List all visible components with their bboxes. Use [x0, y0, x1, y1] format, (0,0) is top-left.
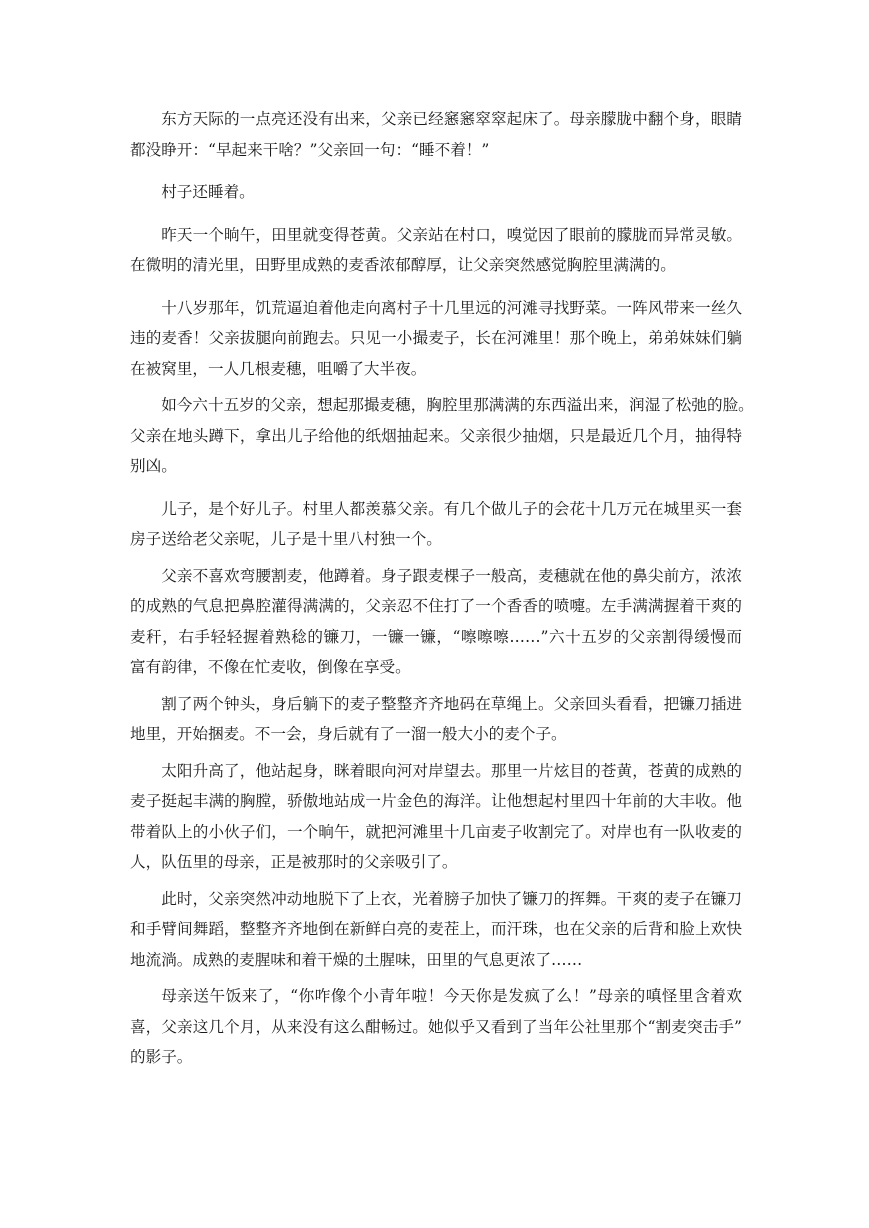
paragraph-1 [130, 104, 742, 165]
text-line: 麦秆，右手轻轻握着熟稔的镰刀，一镰一镰，“嚓嚓嚓……”六十五岁的父亲割得缓慢而 [130, 627, 742, 646]
text-line: 此时，父亲突然冲动地脱下了上衣，光着膀子加快了镰刀的挥舞。干爽的麦子在镰刀 [161, 889, 742, 908]
text-line: 带着队上的小伙子们，一个晌午，就把河滩里十几亩麦子收割完了。对岸也有一队收麦的 [130, 822, 742, 841]
text-line: 父亲在地头蹲下，拿出儿子给他的纸烟抽起来。父亲很少抽烟，只是最近几个月，抽得特 [130, 426, 742, 445]
paragraph-9 [130, 756, 742, 878]
story-text [130, 104, 754, 1073]
paragraph-2 [130, 177, 742, 208]
paragraph-5 [130, 390, 754, 482]
paragraph-6 [130, 494, 742, 555]
paragraph-7 [130, 561, 742, 683]
text-line: 喜，父亲这几个月，从来没有这么酣畅过。她似乎又看到了当年公社里那个“割麦突击手” [130, 1017, 742, 1036]
text-line: 母亲送午饭来了，“你咋像个小青年啦！今天你是发疯了么！”母亲的嗔怪里含着欢 [161, 987, 742, 1005]
text-line: 昨天一个晌午，田里就变得苍黄。父亲站在村口，嗅觉因了眼前的朦胧而异常灵敏。 [161, 225, 742, 244]
text-line: 富有韵律，不像在忙麦收，倒像在享受。 [130, 658, 411, 676]
text-line: 如今六十五岁的父亲，想起那撮麦穗，胸腔里那满满的东西溢出来，润湿了松弛的脸。 [161, 396, 754, 414]
text-line: 别凶。 [130, 457, 177, 475]
text-line: 割了两个钟头，身后躺下的麦子整整齐齐地码在草绳上。父亲回头看看，把镰刀插进 [161, 694, 742, 713]
paragraph-4 [130, 293, 742, 385]
text-line: 父亲不喜欢弯腰割麦，他蹲着。身子跟麦棵子一般高，麦穗就在他的鼻尖前方，浓浓 [161, 566, 742, 585]
text-line: 东方天际的一点亮还没有出来，父亲已经窸窸窣窣起床了。母亲朦胧中翻个身，眼睛 [161, 110, 742, 128]
text-line: 村子还睡着。 [161, 183, 255, 201]
text-line: 儿子，是个好儿子。村里人都羡慕父亲。有几个做儿子的会花十几万元在城里买一套 [161, 499, 742, 518]
text-line: 和手臂间舞蹈，整整齐齐地倒在新鲜白亮的麦茬上，而汗珠，也在父亲的后背和脸上欢快 [130, 920, 742, 938]
text-line: 的影子。 [130, 1048, 193, 1066]
text-line: 违的麦香！父亲拔腿向前跑去。只见一小撮麦子，长在河滩里！那个晚上，弟弟妹妹们躺 [130, 329, 742, 347]
text-line: 在被窝里，一人几根麦穗，咀嚼了大半夜。 [130, 359, 427, 378]
paragraph-10 [130, 884, 742, 976]
text-line: 十八岁那年，饥荒逼迫着他走向离村子十几里远的河滩寻找野菜。一阵风带来一丝久 [161, 298, 742, 317]
text-line: 都没睁开：“早起来干啥？”父亲回一句：“睡不着！” [130, 140, 490, 159]
text-line: 太阳升高了，他站起身，眯着眼向河对岸望去。那里一片炫目的苍黄，苍黄的成熟的 [161, 761, 742, 780]
text-line: 麦子挺起丰满的胸膛，骄傲地站成一片金色的海洋。让他想起村里四十年前的大丰收。他 [130, 792, 742, 810]
text-line: 地里，开始捆麦。不一会，身后就有了一溜一般大小的麦个子。 [130, 725, 567, 743]
text-line: 在微明的清光里，田野里成熟的麦香浓郁醇厚，让父亲突然感觉胸腔里满满的。 [130, 256, 676, 274]
text-line: 地流淌。成熟的麦腥味和着干燥的土腥味，田里的气息更浓了…… [130, 950, 583, 969]
text-line: 房子送给老父亲呢，儿子是十里八村独一个。 [130, 530, 442, 548]
paragraph-11 [130, 981, 742, 1073]
paragraph-8 [130, 689, 742, 750]
text-line: 人，队伍里的母亲，正是被那时的父亲吸引了。 [130, 853, 458, 871]
text-line: 的成熟的气息把鼻腔灌得满满的，父亲忍不住打了一个香香的喷嚏。左手满满握着干爽的 [130, 597, 742, 615]
paragraph-3 [130, 220, 742, 281]
